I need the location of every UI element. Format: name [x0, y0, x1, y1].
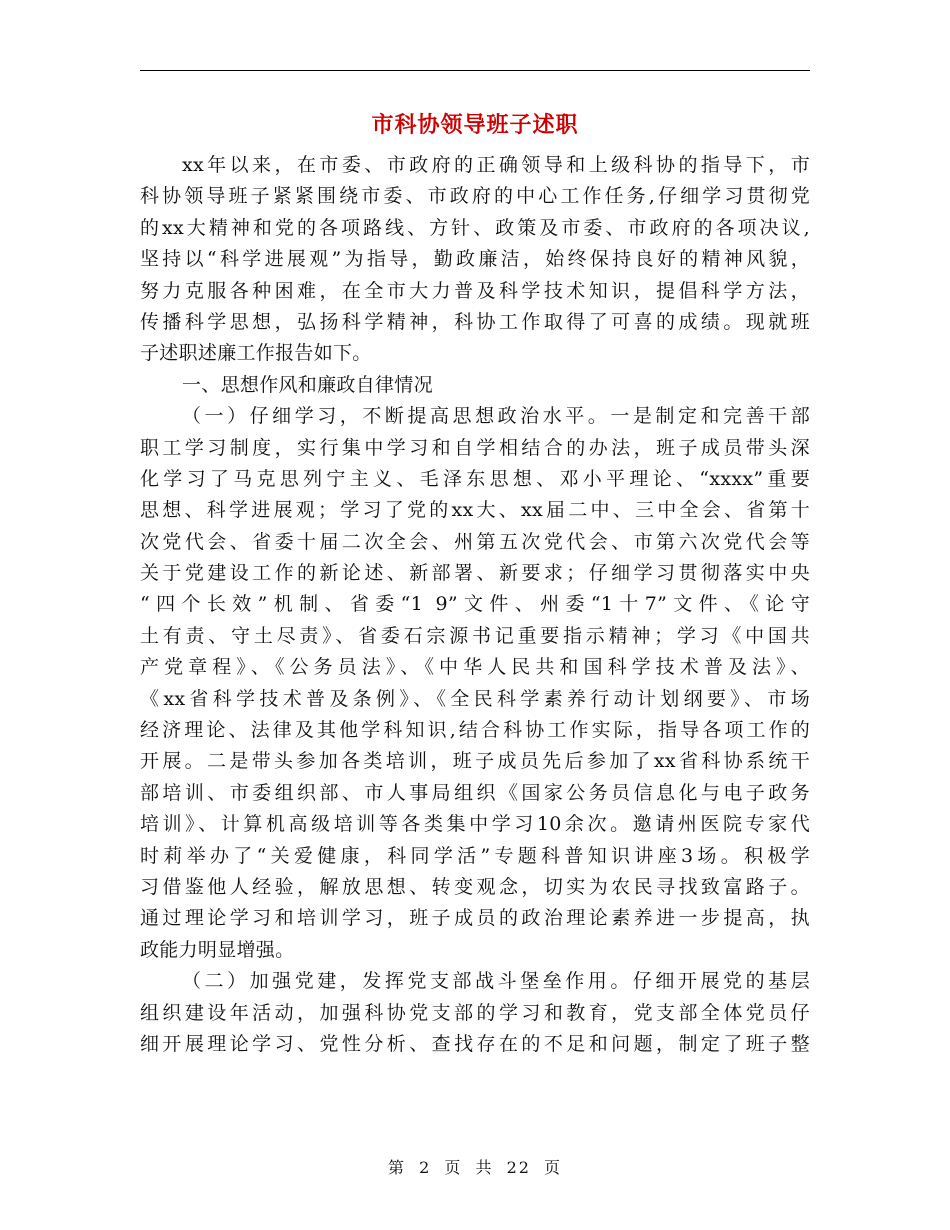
paragraph-line: 组织建设年活动，加强科协党支部的学习和教育，党支部全体党员仔: [140, 1001, 810, 1024]
paragraph-line: （一）仔细学习，不断提高思想政治水平。一是制定和完善干部: [182, 405, 810, 428]
document-body: [140, 150, 810, 1060]
total-pages: 22: [506, 1158, 531, 1177]
paragraph-line: 努力克服各种困难，在全市大力普及科学技术知识，提倡科学方法，: [140, 279, 810, 302]
paragraph-line: 通过理论学习和培训学习，班子成员的政治理论素养进一步提高，执: [140, 907, 810, 930]
paragraph-line: （二）加强党建，发挥党支部战斗堡垒作用。仔细开展党的基层: [182, 970, 810, 993]
paragraph-line: 化学习了马克思列宁主义、毛泽东思想、邓小平理论、“xxxx”重要: [140, 467, 810, 490]
paragraph-line: 部培训、市委组织部、市人事局组织《国家公务员信息化与电子政务: [140, 781, 810, 804]
paragraph-line: 开展。二是带头参加各类培训，班子成员先后参加了xx省科协系统干: [140, 750, 810, 773]
paragraph-line: 产党章程》、《公务员法》、《中华人民共和国科学技术普及法》、: [140, 656, 810, 679]
page-footer: [0, 1155, 950, 1178]
paragraph-line: 习借鉴他人经验，解放思想、转变观念，切实为农民寻找致富路子。: [140, 875, 810, 898]
paragraph-line: “四个长效”机制、省委“1 9”文件、州委“1十7”文件、《论守: [140, 593, 810, 616]
total-label: 共: [475, 1158, 494, 1177]
paragraph-line: 政能力明显增强。: [140, 938, 295, 961]
paragraph-line: 的xx大精神和党的各项路线、方针、政策及市委、市政府的各项决议,: [140, 216, 810, 239]
page-number: 2: [419, 1158, 432, 1177]
paragraph-line: 职工学习制度，实行集中学习和自学相结合的办法，班子成员带头深: [140, 436, 810, 459]
paragraph-line: 次党代会、省委十届二次全会、州第五次党代会、市第六次党代会等: [140, 530, 810, 553]
paragraph-line: 细开展理论学习、党性分析、查找存在的不足和问题，制定了班子整: [140, 1032, 810, 1055]
paragraph-line: 科协领导班子紧紧围绕市委、市政府的中心工作任务,仔细学习贯彻党: [140, 185, 810, 208]
paragraph-line: 坚持以“科学进展观”为指导，勤政廉洁，始终保持良好的精神风貌，: [140, 248, 810, 271]
paragraph-line: 土有责、守土尽责》、省委石宗源书记重要指示精神；学习《中国共: [140, 624, 810, 647]
total-unit: 页: [544, 1158, 563, 1177]
paragraph-line: 时莉举办了“关爱健康，科同学活”专题科普知识讲座3场。积极学: [140, 844, 810, 867]
paragraph-line: xx年以来，在市委、市政府的正确领导和上级科协的指导下，市: [182, 154, 810, 176]
paragraph-line: 关于党建设工作的新论述、新部署、新要求；仔细学习贯彻落实中央: [140, 562, 810, 585]
document-title: 市科协领导班子述职: [371, 112, 579, 138]
paragraph-line: 培训》、计算机高级培训等各类集中学习10余次。邀请州医院专家代: [140, 813, 810, 836]
header-rule: [140, 70, 810, 71]
paragraph-line: 《xx省科学技术普及条例》、《全民科学素养行动计划纲要》、市场: [140, 687, 810, 710]
paragraph-line: 子述职述廉工作报告如下。: [140, 342, 372, 365]
paragraph-line: 思想、科学进展观；学习了党的xx大、xx届二中、三中全会、省第十: [140, 499, 810, 522]
section-heading: 一、思想作风和廉政自律情况: [182, 373, 433, 396]
paragraph-line: 经济理论、法律及其他学科知识,结合科协工作实际，指导各项工作的: [140, 719, 810, 742]
paragraph-line: 传播科学思想，弘扬科学精神，科协工作取得了可喜的成绩。现就班: [140, 310, 810, 333]
page-label: 第: [387, 1158, 406, 1177]
page-unit: 页: [444, 1158, 463, 1177]
